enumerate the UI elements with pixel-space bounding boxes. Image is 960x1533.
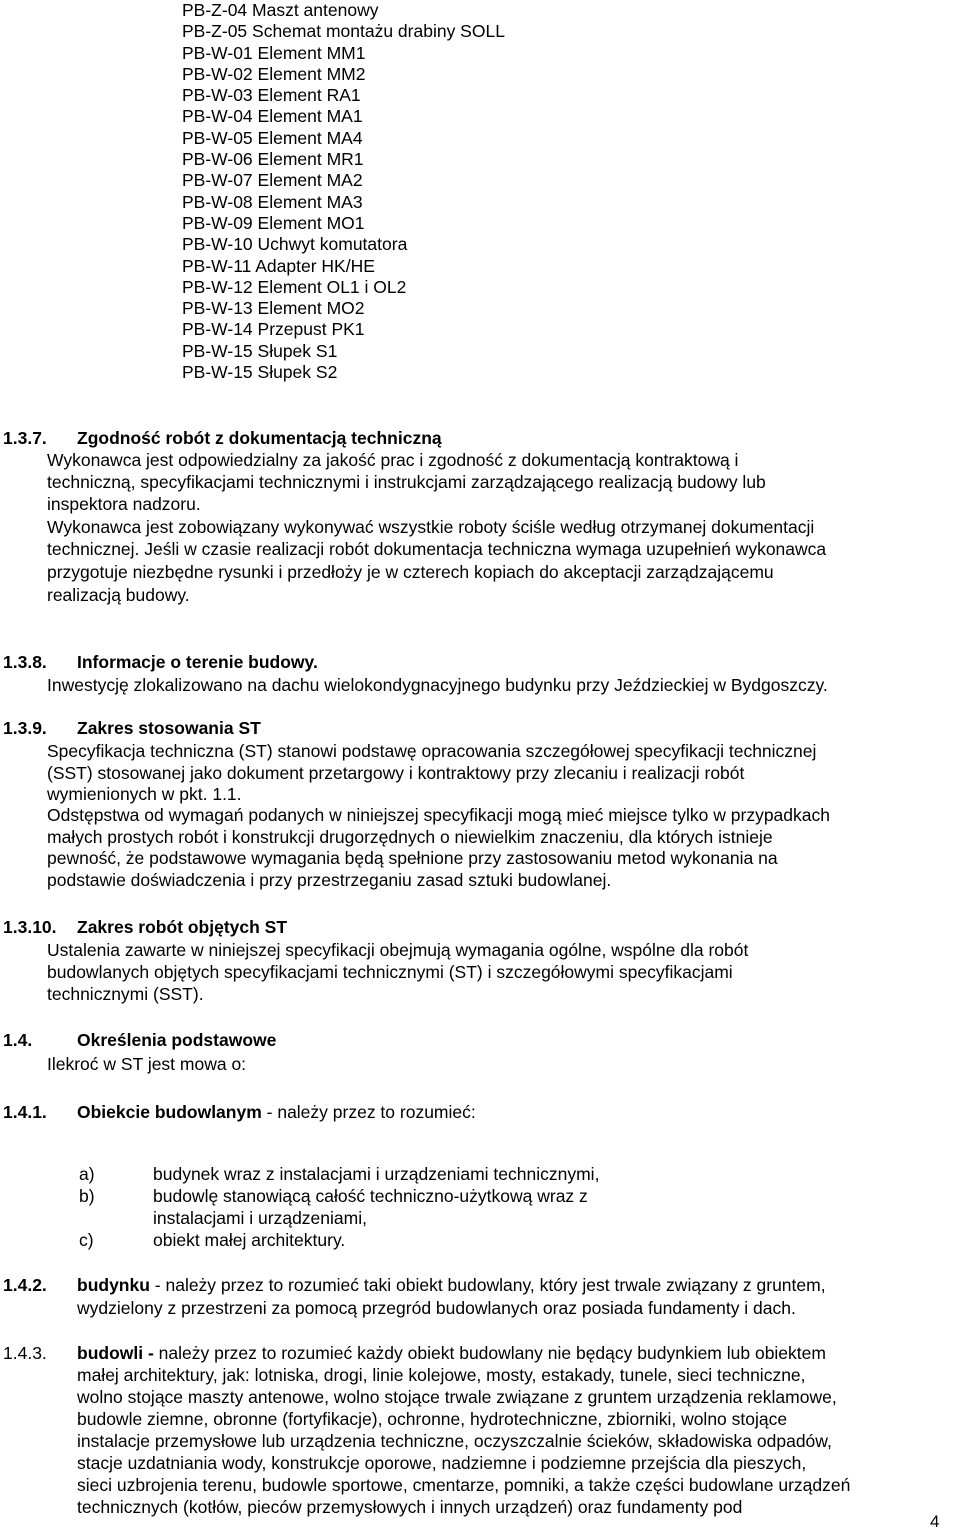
paragraph-line: wolno stojące maszty antenowe, wolno stojące trwale związane z gruntem urządzenia reklamowe, <box>77 1387 837 1407</box>
section-title-1-3-7: Zgodność robót z dokumentacją techniczną <box>77 428 442 448</box>
list-letter: b) <box>79 1186 95 1206</box>
list-item: PB-W-01 Element MM1 <box>182 42 366 63</box>
definition-text: - należy przez to rozumieć taki obiekt budowlany, który jest trwale związany z gruntem, <box>149 1275 826 1295</box>
section-number-1-3-9: 1.3.9. <box>3 718 47 738</box>
section-number-1-3-7: 1.3.7. <box>3 428 47 448</box>
paragraph-line: wymienionych w pkt. 1.1. <box>47 784 242 804</box>
section-number-1-4-1: 1.4.1. <box>3 1102 47 1122</box>
paragraph-line: przygotuje niezbędne rysunki i przedłoży je w czterech kopiach do akceptacji zarządzającemu <box>47 562 774 582</box>
drawing-list <box>182 0 505 383</box>
paragraph-line: budowlanych objętych specyfikacjami technicznymi (ST) i szczegółowymi specyfikacjami <box>47 962 733 982</box>
list-item: PB-Z-04 Maszt antenowy <box>182 0 379 20</box>
paragraph-line: technicznymi (SST). <box>47 984 204 1004</box>
paragraph-line: małej architektury, jak: lotniska, drogi, linie kolejowe, mosty, estakady, tunele, sieci techniczne, <box>77 1365 806 1385</box>
paragraph-line: wydzielony z przestrzeni za pomocą przegród budowlanych oraz posiada fundamenty i dach. <box>77 1298 796 1318</box>
paragraph-line: techniczną, specyfikacjami technicznymi i instrukcjami zarządzającego realizacją budowy lub <box>47 472 766 492</box>
list-item: PB-W-02 Element MM2 <box>182 63 366 84</box>
paragraph-line: Wykonawca jest odpowiedzialny za jakość prac i zgodność z dokumentacją kontraktową i <box>47 450 739 470</box>
paragraph-line: (SST) stosowanej jako dokument przetargowy i kontraktowy przy zlecaniu i realizacji robót <box>47 763 745 783</box>
definition-text: należy przez to rozumieć każdy obiekt budowlany nie będący budynkiem lub obiektem <box>153 1343 826 1363</box>
section-title-1-3-8: Informacje o terenie budowy. <box>77 652 318 672</box>
section-number-1-3-8: 1.3.8. <box>3 652 47 672</box>
section-number-1-3-10: 1.3.10. <box>3 917 57 937</box>
paragraph-line: pewność, że podstawowe wymagania będą spełnione przy zastosowaniu metod wykonania na <box>47 848 778 868</box>
section-number-1-4-2: 1.4.2. <box>3 1275 47 1295</box>
list-item: PB-W-15 Słupek S1 <box>182 340 338 361</box>
list-item: PB-W-15 Słupek S2 <box>182 362 338 383</box>
paragraph-line: budowle ziemne, obronne (fortyfikacje), ochronne, hydrotechniczne, zbiorniki, wolno stojące <box>77 1409 788 1429</box>
list-item: PB-W-04 Element MA1 <box>182 106 363 127</box>
page-number: 4 <box>930 1512 940 1531</box>
list-item: PB-W-13 Element MO2 <box>182 298 365 319</box>
paragraph-line: Wykonawca jest zobowiązany wykonywać wszystkie roboty ściśle według otrzymanej dokumentacji <box>47 517 815 537</box>
list-item: PB-W-11 Adapter HK/HE <box>182 255 375 276</box>
paragraph-line: realizacją budowy. <box>47 585 190 605</box>
paragraph-line: stacje uzdatniania wody, konstrukcje oporowe, nadziemne i podziemne przejścia dla pieszych, <box>77 1453 807 1473</box>
paragraph-line: instalacje przemysłowe lub urządzenia techniczne, oczyszczalnie ścieków, składowiska odpadów, <box>77 1431 832 1451</box>
list-item: budowlę stanowiącą całość techniczno-użytkową wraz z <box>153 1186 588 1206</box>
list-item: PB-Z-05 Schemat montażu drabiny SOLL <box>182 21 505 42</box>
list-item: instalacjami i urządzeniami, <box>153 1208 367 1228</box>
list-item: PB-W-08 Element MA3 <box>182 191 363 212</box>
paragraph-line: technicznych (kotłów, pieców przemysłowych i innych urządzeń) oraz fundamenty pod <box>77 1497 743 1517</box>
list-letter: c) <box>79 1230 94 1250</box>
paragraph-line: małych prostych robót i konstrukcji drugorzędnych o niewielkim znaczeniu, dla których istnieje <box>47 827 773 847</box>
list-item: PB-W-12 Element OL1 i OL2 <box>182 276 407 297</box>
paragraph-line: Specyfikacja techniczna (ST) stanowi podstawę opracowania szczegółowej specyfikacji technicznej <box>47 741 817 761</box>
definition-text: - należy przez to rozumieć: <box>261 1102 476 1122</box>
list-item: budynek wraz z instalacjami i urządzeniami technicznymi, <box>153 1164 600 1184</box>
section-title-1-4: Określenia podstawowe <box>77 1030 277 1050</box>
section-number-1-4-3: 1.4.3. <box>3 1343 47 1363</box>
paragraph-line: inspektora nadzoru. <box>47 494 201 514</box>
list-item: PB-W-06 Element MR1 <box>182 149 364 170</box>
list-item: PB-W-14 Przepust PK1 <box>182 319 365 340</box>
list-letter: a) <box>79 1164 95 1184</box>
definition-line <box>77 1342 826 1364</box>
list-item: PB-W-05 Element MA4 <box>182 127 363 148</box>
definition-line <box>77 1101 476 1123</box>
list-item: PB-W-10 Uchwyt komutatora <box>182 234 408 255</box>
defined-term: budynku <box>77 1275 150 1295</box>
list-item: PB-W-07 Element MA2 <box>182 170 363 191</box>
paragraph-line: technicznej. Jeśli w czasie realizacji robót dokumentacja techniczna wymaga uzupełnień wykonawca <box>47 539 827 559</box>
list-item: PB-W-09 Element MO1 <box>182 212 365 233</box>
defined-term: budowli - <box>77 1343 154 1363</box>
definition-line <box>77 1274 826 1296</box>
paragraph-line: Odstępstwa od wymagań podanych w niniejszej specyfikacji mogą mieć miejsce tylko w przypadkach <box>47 805 830 825</box>
paragraph-line: Inwestycję zlokalizowano na dachu wielokondygnacyjnego budynku przy Jeździeckiej w Bydgoszczy. <box>47 675 828 695</box>
paragraph-line: sieci uzbrojenia terenu, budowle sportowe, cmentarze, pomniki, a także części budowlane urządzeń <box>77 1475 851 1495</box>
list-item: obiekt małej architektury. <box>153 1230 346 1250</box>
section-title-1-3-10: Zakres robót objętych ST <box>77 917 288 937</box>
section-number-1-4: 1.4. <box>3 1030 33 1050</box>
list-item: PB-W-03 Element RA1 <box>182 85 361 106</box>
paragraph-line: Ustalenia zawarte w niniejszej specyfikacji obejmują wymagania ogólne, wspólne dla robót <box>47 940 749 960</box>
section-title-1-3-9: Zakres stosowania ST <box>77 718 261 738</box>
paragraph-line: Ilekroć w ST jest mowa o: <box>47 1054 247 1074</box>
paragraph-line: podstawie doświadczenia i przy przestrzeganiu zasad sztuki budowlanej. <box>47 870 612 890</box>
defined-term: Obiekcie budowlanym <box>77 1102 262 1122</box>
